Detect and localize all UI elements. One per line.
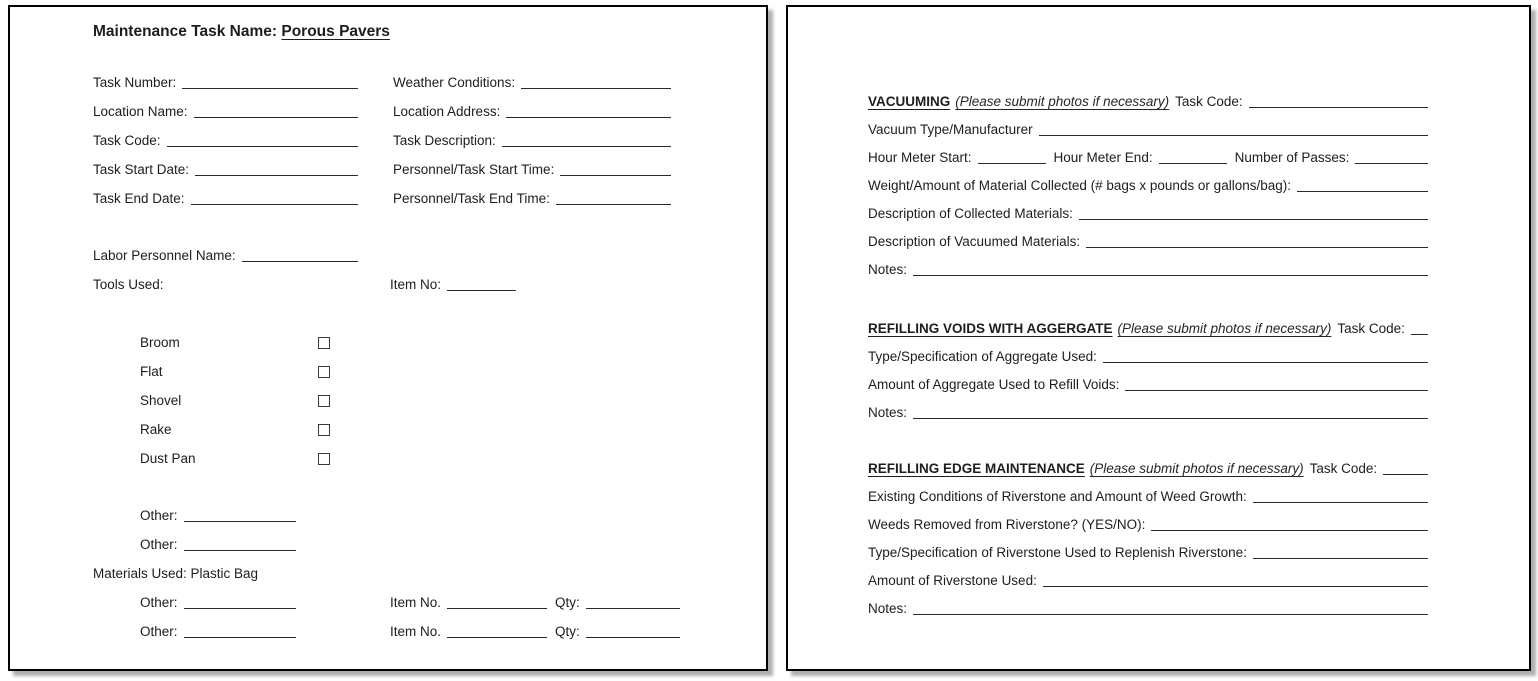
field-vacuumed-materials [868,233,1430,251]
task-description-input-line[interactable] [502,145,671,147]
vacuum-type-input-line[interactable] [1039,134,1428,136]
start-time-input-line[interactable] [560,174,671,176]
title-value: Porous Pavers [281,23,390,40]
field-label: Qty: [555,624,580,639]
vacuuming-section-heading [868,93,1430,111]
task-code-label: Task Code: [1175,94,1243,109]
title-label: Maintenance Task Name: [93,23,278,40]
tool-label-rake: Rake [140,422,172,437]
field-label: Task End Date: [93,191,185,206]
item-no-input-line[interactable] [447,289,516,291]
riverstone-amount-input-line[interactable] [1043,585,1428,587]
field-label: Notes: [868,601,908,616]
field-hour-meter-row [868,149,1430,167]
field-aggregate-amount [868,376,1430,394]
field-other-material-1 [140,594,298,612]
field-other-tool-2 [140,536,298,554]
materials-used-label: Materials Used: Plastic Bag [93,566,259,581]
field-edge-maintenance-notes [868,600,1430,618]
other-material-2-input-line[interactable] [184,636,296,638]
field-label: Qty: [555,595,580,610]
collected-materials-input-line[interactable] [1079,218,1428,220]
number-of-passes-input-line[interactable] [1355,162,1428,164]
field-label: Other: [140,537,178,552]
vacuuming-notes-input-line[interactable] [913,274,1428,276]
hour-meter-start-input-line[interactable] [978,162,1046,164]
task-end-date-input-line[interactable] [191,203,358,205]
field-aggregate-type [868,348,1430,366]
location-address-input-line[interactable] [506,116,671,118]
field-item-no [390,276,518,294]
field-label: Description of Collected Materials: [868,206,1073,221]
other-material-1-input-line[interactable] [184,607,296,609]
shovel-checkbox[interactable] [318,395,330,407]
end-time-input-line[interactable] [556,203,671,205]
section-title: REFILLING EDGE MAINTENANCE [868,461,1085,476]
material-2-item-no-input-line[interactable] [447,636,547,638]
field-label: Notes: [868,405,908,420]
field-label: Vacuum Type/Manufacturer [868,122,1033,137]
field-label: Task Number: [93,75,177,90]
field-label: Amount of Aggregate Used to Refill Voids: [868,377,1120,392]
field-label: Item No. [390,595,442,610]
field-label: Hour Meter End: [1053,150,1153,165]
field-label: Task Code: [93,133,161,148]
section-title: VACUUMING [868,94,951,109]
field-end-time [393,190,673,208]
page-title [93,23,390,41]
riverstone-type-input-line[interactable] [1253,557,1428,559]
field-task-description [393,132,673,150]
field-other-material-2 [140,623,298,641]
flat-checkbox[interactable] [318,366,330,378]
field-vacuuming-notes [868,261,1430,279]
weeds-removed-input-line[interactable] [1151,529,1428,531]
field-weight-collected [868,177,1430,195]
task-code-input-line[interactable] [167,145,358,147]
field-material-1-item-qty [390,594,682,612]
vacuuming-task-code-input-line[interactable] [1249,106,1428,108]
field-label: Item No: [390,277,442,292]
aggregate-type-input-line[interactable] [1103,361,1428,363]
field-label: Location Name: [93,104,188,119]
refilling-voids-section-heading [868,320,1430,338]
weather-conditions-input-line[interactable] [521,87,671,89]
section-title: REFILLING VOIDS WITH AGGERGATE [868,321,1113,336]
field-weather-conditions [393,74,673,92]
field-label: Type/Specification of Riverstone Used to Replenish Riverstone: [868,545,1247,560]
field-label: Weather Conditions: [393,75,516,90]
form-page-2 [786,5,1531,671]
field-start-time [393,161,673,179]
task-code-label: Task Code: [1337,321,1405,336]
hour-meter-end-input-line[interactable] [1159,162,1227,164]
field-label: Hour Meter Start: [868,150,972,165]
field-collected-materials [868,205,1430,223]
field-label: Weeds Removed from Riverstone? (YES/NO): [868,517,1146,532]
field-riverstone-type [868,544,1430,562]
field-label: Notes: [868,262,908,277]
section-note: (Please submit photos if necessary) [1089,461,1304,476]
field-label: Other: [140,508,178,523]
field-location-address [393,103,673,121]
refilling-voids-notes-input-line[interactable] [913,417,1428,419]
edge-maintenance-section-heading [868,460,1430,478]
field-location-name [93,103,360,121]
field-refilling-voids-notes [868,404,1430,422]
material-1-qty-input-line[interactable] [586,607,680,609]
vacuumed-materials-input-line[interactable] [1086,246,1428,248]
field-task-start-date [93,161,360,179]
form-page-1 [8,5,768,671]
field-labor-personnel [93,247,360,265]
field-label: Task Start Date: [93,162,190,177]
dust-pan-checkbox[interactable] [318,453,330,465]
material-2-qty-input-line[interactable] [586,636,680,638]
refilling-voids-task-code-input-line[interactable] [1411,333,1428,335]
edge-maintenance-task-code-input-line[interactable] [1383,473,1428,475]
field-label: Personnel/Task Start Time: [393,162,555,177]
field-vacuum-type [868,121,1430,139]
other-tool-2-input-line[interactable] [184,549,296,551]
field-label: Existing Conditions of Riverstone and Amount of Weed Growth: [868,489,1247,504]
rake-checkbox[interactable] [318,424,330,436]
field-task-number [93,74,360,92]
section-note: (Please submit photos if necessary) [1117,321,1332,336]
weight-collected-input-line[interactable] [1297,190,1428,192]
edge-maintenance-notes-input-line[interactable] [913,613,1428,615]
task-code-label: Task Code: [1309,461,1378,476]
field-label: Amount of Riverstone Used: [868,573,1037,588]
task-start-date-input-line[interactable] [195,174,358,176]
field-label: Type/Specification of Aggregate Used: [868,349,1097,364]
section-note: (Please submit photos if necessary) [955,94,1170,109]
field-label: Description of Vacuumed Materials: [868,234,1081,249]
field-riverstone-amount [868,572,1430,590]
field-label: Personnel/Task End Time: [393,191,550,206]
field-label: Weight/Amount of Material Collected (# bags x pounds or gallons/bag): [868,178,1291,193]
field-task-code [93,132,360,150]
field-existing-conditions [868,488,1430,506]
field-label: Other: [140,624,178,639]
field-label: Item No. [390,624,442,639]
field-label: Number of Passes: [1234,150,1350,165]
material-1-item-no-input-line[interactable] [447,607,547,609]
field-label: Labor Personnel Name: [93,248,236,263]
tool-label-broom: Broom [140,335,180,350]
field-material-2-item-qty [390,623,682,641]
field-label: Other: [140,595,178,610]
field-label: Location Address: [393,104,501,119]
tool-label-shovel: Shovel [140,393,182,408]
tool-label-flat: Flat [140,364,163,379]
aggregate-amount-input-line[interactable] [1125,389,1428,391]
tools-used-label: Tools Used: [93,277,164,292]
field-weeds-removed [868,516,1430,534]
field-label: Task Description: [393,133,496,148]
labor-personnel-input-line[interactable] [242,260,358,262]
other-tool-1-input-line[interactable] [184,520,296,522]
location-name-input-line[interactable] [194,116,358,118]
field-other-tool-1 [140,507,298,525]
broom-checkbox[interactable] [318,337,330,349]
tool-label-dust-pan: Dust Pan [140,451,196,466]
task-number-input-line[interactable] [182,87,358,89]
existing-conditions-input-line[interactable] [1253,501,1428,503]
field-task-end-date [93,190,360,208]
